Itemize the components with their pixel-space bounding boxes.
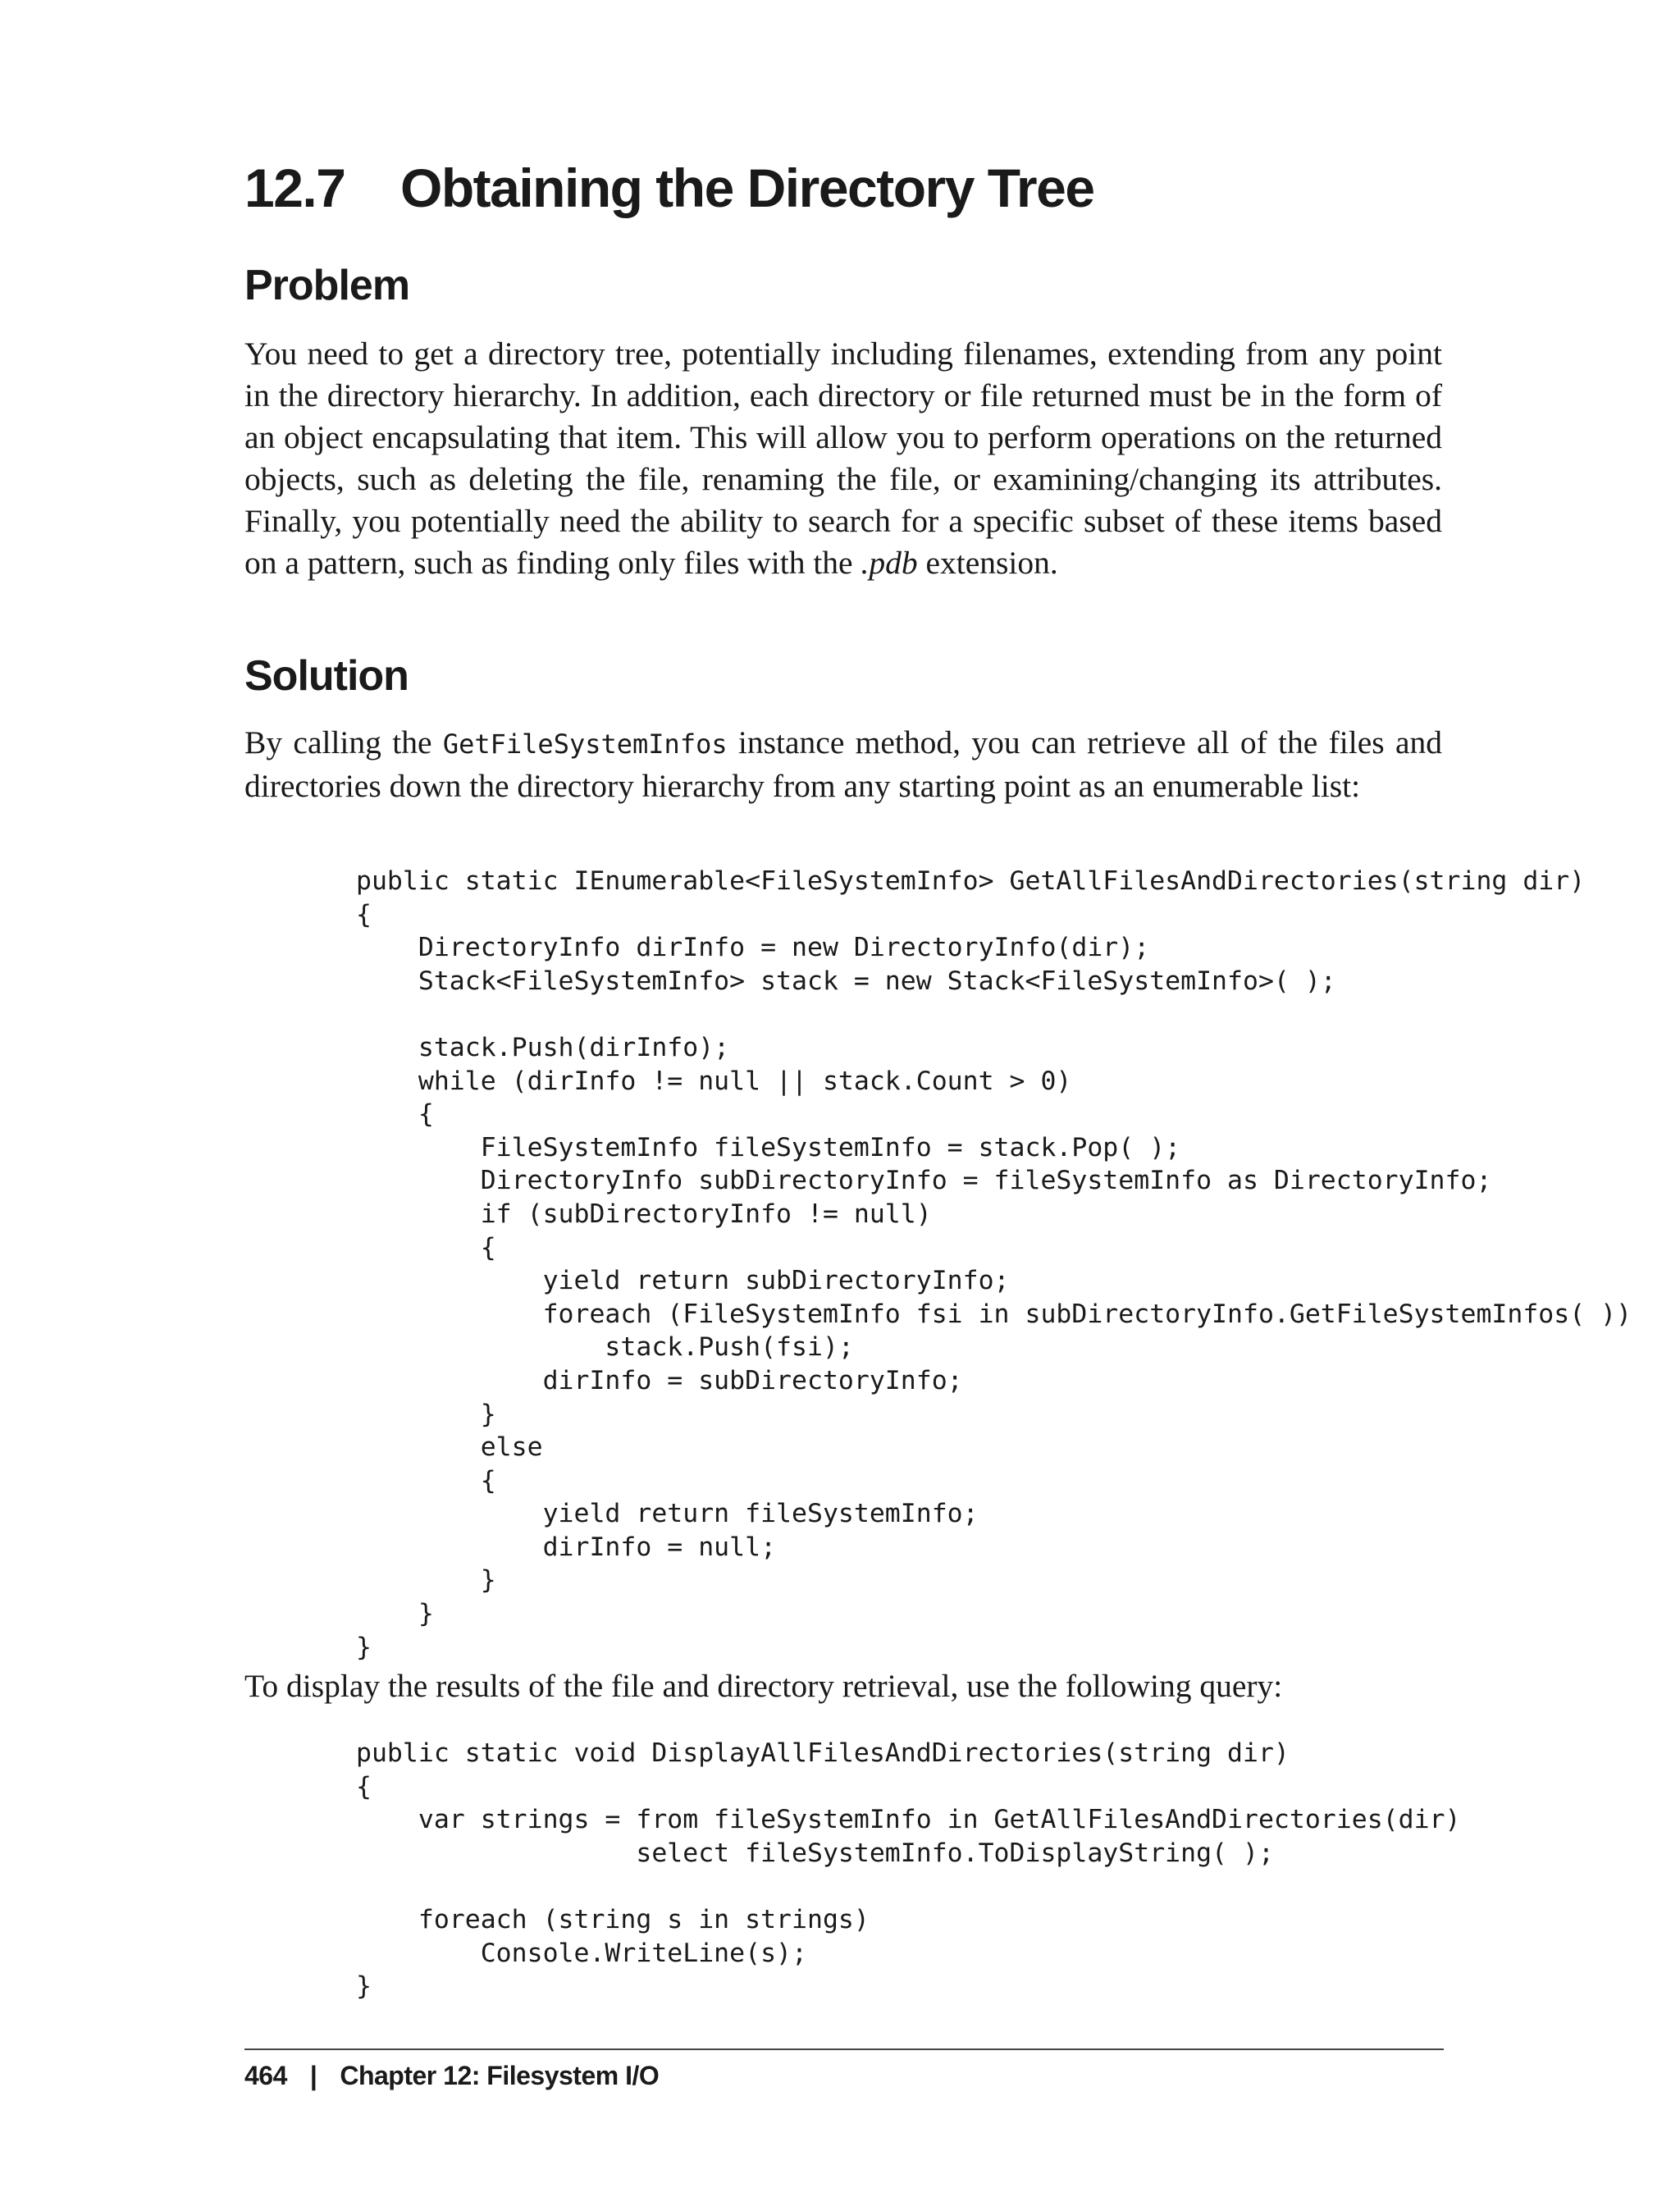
problem-text: You need to get a directory tree, potentially including filenames, extending from any point in the directory hierarchy. In addition, each directory or file returned must be in the form of an object encapsulating that item. This will allow you to perform operations on the returned objects, such as deleting the file, renaming the file, or examining/changing its attributes. Finally, you potentially need the ability to search for a specific subset of these items based on a pattern, such as finding only files with the [244,336,1442,581]
page-footer [244,2061,659,2091]
chapter-label: Chapter 12: Filesystem I/O [340,2061,660,2090]
code-block-display: public static void DisplayAllFilesAndDirectories(string dir) { var strings = from fileSystemInfo in GetAllFilesAndDirectories(dir) select fileSystemInfo.ToDisplayString( ); foreach (string s in strings) Console.WriteLine(s); } [356,1738,1461,2002]
problem-heading: Problem [244,262,410,309]
code-block-get-all: public static IEnumerable<FileSystemInfo> GetAllFilesAndDirectories(string dir) { DirectoryInfo dirInfo = new DirectoryInfo(dir); Stack<FileSystemInfo> stack = new Stack<FileSystemInfo>( ); stack.Push(dirInfo); while (dirInfo != null || stack.Count > 0) { FileSystemInfo fileSystemInfo = stack.Pop( ); DirectoryInfo subDirectoryInfo = fileSystemInfo as DirectoryInfo; if (subDirectoryInfo != null) { yield return subDirectoryInfo; foreach (FileSystemInfo fsi in subDirectoryInfo.GetFileSystemInfos( )) stack.Push(fsi); dirInfo = subDirectoryInfo; } else { yield return fileSystemInfo; dirInfo = null; } } } [356,866,1632,1662]
solution-text: By calling the [244,724,443,760]
footer-separator: | [309,2061,317,2090]
solution-text-end: instance method, you can retrieve all of the files and directories down the directory hierarchy from any starting point as an enumerable list: [244,724,1442,804]
method-name: GetFileSystemInfos [442,728,728,760]
problem-paragraph [244,333,1442,584]
solution-heading: Solution [244,652,409,700]
section-title-text: Obtaining the Directory Tree [400,158,1094,218]
display-paragraph: To display the results of the file and directory retrieval, use the following query: [244,1668,1283,1704]
solution-paragraph [244,722,1442,807]
problem-text-end: extension. [917,545,1058,581]
page-number: 464 [244,2061,287,2090]
section-number: 12.7 [244,158,345,218]
section-title [244,158,1094,218]
pdb-extension: .pdb [861,545,918,581]
footer-rule [244,2048,1444,2050]
